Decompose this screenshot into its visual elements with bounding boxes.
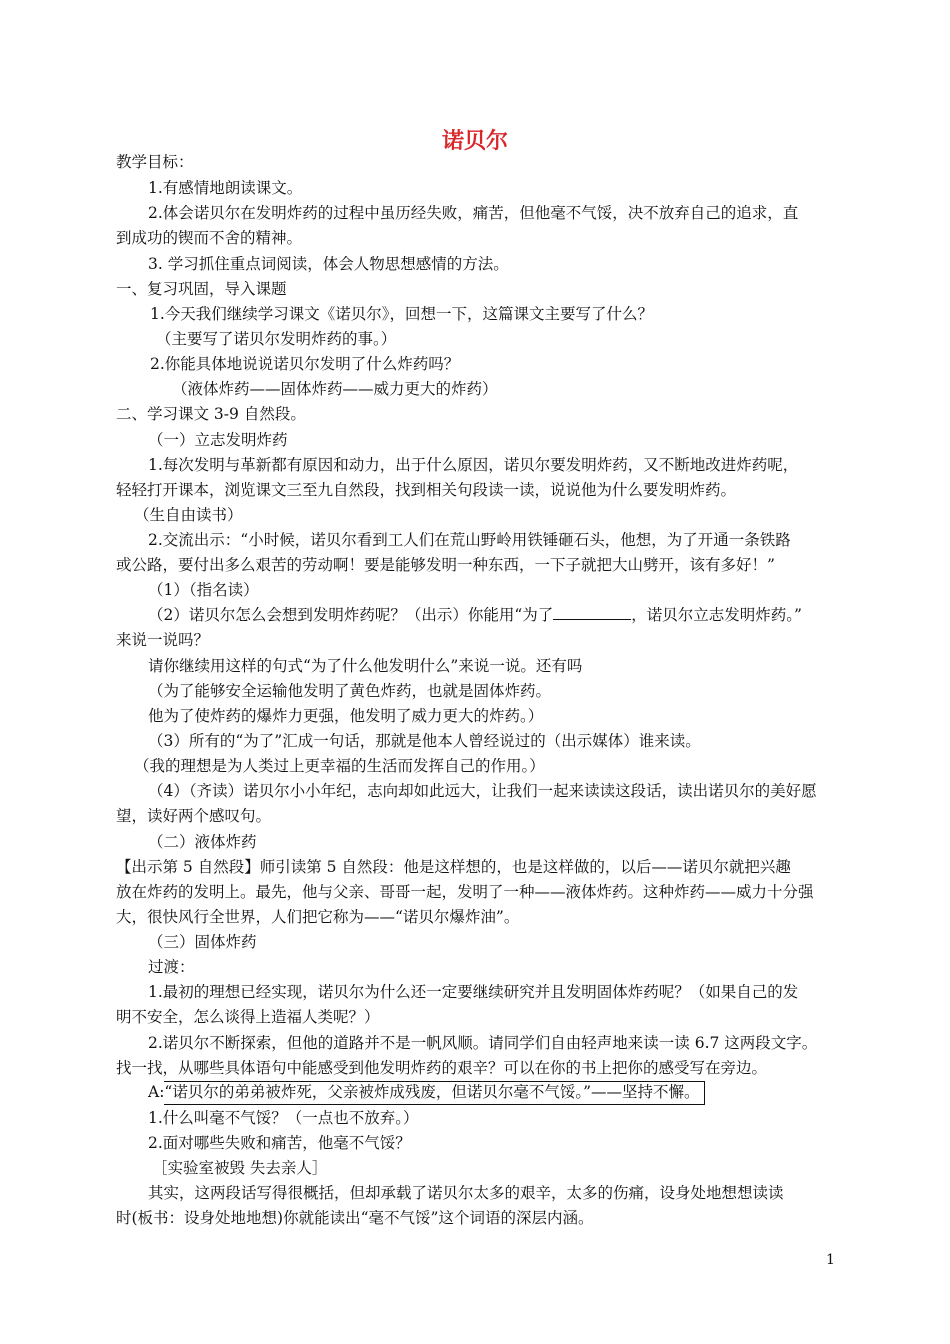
text-line: 2.交流出示：“小时候，诺贝尔看到工人们在荒山野岭用铁锤砸石头，他想，为了开通一条铁路 — [148, 531, 791, 549]
text-line: 他为了使炸药的爆炸力更强，他发明了威力更大的炸药。） — [148, 707, 544, 725]
text-line: 1.有感情地朗读课文。 — [148, 179, 303, 197]
section-heading: 二、学习课文 3-9 自然段。 — [116, 405, 306, 423]
text-line: 2.面对哪些失败和痛苦，他毫不气馁？ — [148, 1134, 411, 1152]
text-line: 1.什么叫毫不气馁？（一点也不放弃。） — [148, 1109, 419, 1127]
text-line: 请你继续用这样的句式“为了什么他发明什么”来说一说。还有吗 — [148, 657, 583, 675]
text-segment: （2）诺贝尔怎么会想到发明炸药呢？（出示）你能用“为了 — [148, 606, 554, 624]
text-segment: ，诺贝尔立志发明炸药。” — [631, 606, 802, 624]
text-line: 1.每次发明与革新都有原因和动力，出于什么原因，诺贝尔要发明炸药，又不断地改进炸药呢， — [148, 456, 799, 474]
text-line: （我的理想是为人类过上更幸福的生活而发挥自己的作用。） — [134, 757, 545, 775]
text-line: （主要写了诺贝尔发明炸药的事。） — [156, 330, 397, 348]
text-line: 时(板书：设身处地地想)你就能读出“毫不气馁”这个词语的深层内涵。 — [116, 1209, 594, 1227]
page-number: 1 — [826, 1252, 835, 1268]
text-line: （3）所有的“为了”汇成一句话，那就是他本人曾经说过的（出示媒体）谁来读。 — [148, 732, 701, 750]
text-line: 过渡： — [148, 958, 195, 976]
fill-in-blank — [553, 605, 631, 620]
text-line: 明不安全，怎么谈得上造福人类呢？） — [116, 1008, 380, 1026]
text-line: 大，很快风行全世界，人们把它称为——“诺贝尔爆炸油”。 — [116, 908, 520, 926]
text-line: 找一找，从哪些具体语句中能感受到他发明炸药的艰辛？可以在你的书上把你的感受写在旁边。 — [116, 1059, 768, 1077]
text-line: 或公路，要付出多么艰苦的劳动啊！要是能够发明一种东西，一下子就把大山劈开，该有多好！” — [116, 556, 775, 574]
document-title: 诺贝尔 — [441, 128, 508, 154]
text-line: ［实验室被毁 失去亲人］ — [152, 1159, 328, 1177]
subsection-heading: （一）立志发明炸药 — [148, 431, 288, 449]
text-line: 到成功的锲而不舍的精神。 — [116, 229, 303, 247]
text-line: 【出示第 5 自然段】师引读第 5 自然段：他是这样想的，也是这样做的，以后——诺贝尔就把兴趣 — [116, 858, 791, 876]
text-line: 1.今天我们继续学习课文《诺贝尔》，回想一下，这篇课文主要写了什么？ — [150, 305, 654, 323]
text-line: 2.体会诺贝尔在发明炸药的过程中虽历经失败，痛苦，但他毫不气馁，决不放弃自己的追求，直 — [148, 204, 799, 222]
text-line: 轻轻打开课本，浏览课文三至九自然段，找到相关句段读一读，说说他为什么要发明炸药。 — [116, 481, 737, 499]
text-line: 2.你能具体地说说诺贝尔发明了什么炸药吗？ — [150, 355, 460, 373]
text-line: 2.诺贝尔不断探索，但他的道路并不是一帆风顺。请同学们自由轻声地来读一读 6.7 这两段文字。 — [148, 1034, 818, 1052]
boxed-quote: “诺贝尔的弟弟被炸死，父亲被炸成残废，但诺贝尔毫不气馁。”——坚持不懈。 — [164, 1081, 704, 1105]
text-line: （为了能够安全运输他发明了黄色炸药，也就是固体炸药。 — [148, 682, 552, 700]
text-line: 放在炸药的发明上。最先，他与父亲、哥哥一起，发明了一种——液体炸药。这种炸药——威力十分强 — [116, 883, 814, 901]
text-line: （生自由读书） — [134, 506, 243, 524]
text-line — [148, 605, 802, 625]
text-line: 教学目标： — [116, 153, 194, 171]
text-line: 3. 学习抓住重点词阅读，体会人物思想感情的方法。 — [148, 255, 509, 273]
text-line: （1）（指名读） — [148, 581, 259, 599]
text-segment: A: — [148, 1083, 165, 1101]
text-line: （4）（齐读）诺贝尔小小年纪，志向却如此远大，让我们一起来读读这段话，读出诺贝尔的美好愿 — [148, 782, 817, 800]
text-line — [148, 1081, 705, 1105]
text-line: （液体炸药——固体炸药——威力更大的炸药） — [172, 380, 498, 398]
text-line: 其实，这两段话写得很概括，但却承载了诺贝尔太多的艰辛，太多的伤痛，设身处地想想读读 — [148, 1184, 784, 1202]
section-heading: 一、复习巩固，导入课题 — [116, 280, 287, 298]
text-line: 1.最初的理想已经实现，诺贝尔为什么还一定要继续研究并且发明固体炸药呢？（如果自己的发 — [148, 983, 799, 1001]
text-line: 来说一说吗？ — [116, 631, 210, 649]
subsection-heading: （三）固体炸药 — [148, 933, 257, 951]
text-line: 望，读好两个感叹句。 — [116, 807, 272, 825]
subsection-heading: （二）液体炸药 — [148, 833, 257, 851]
